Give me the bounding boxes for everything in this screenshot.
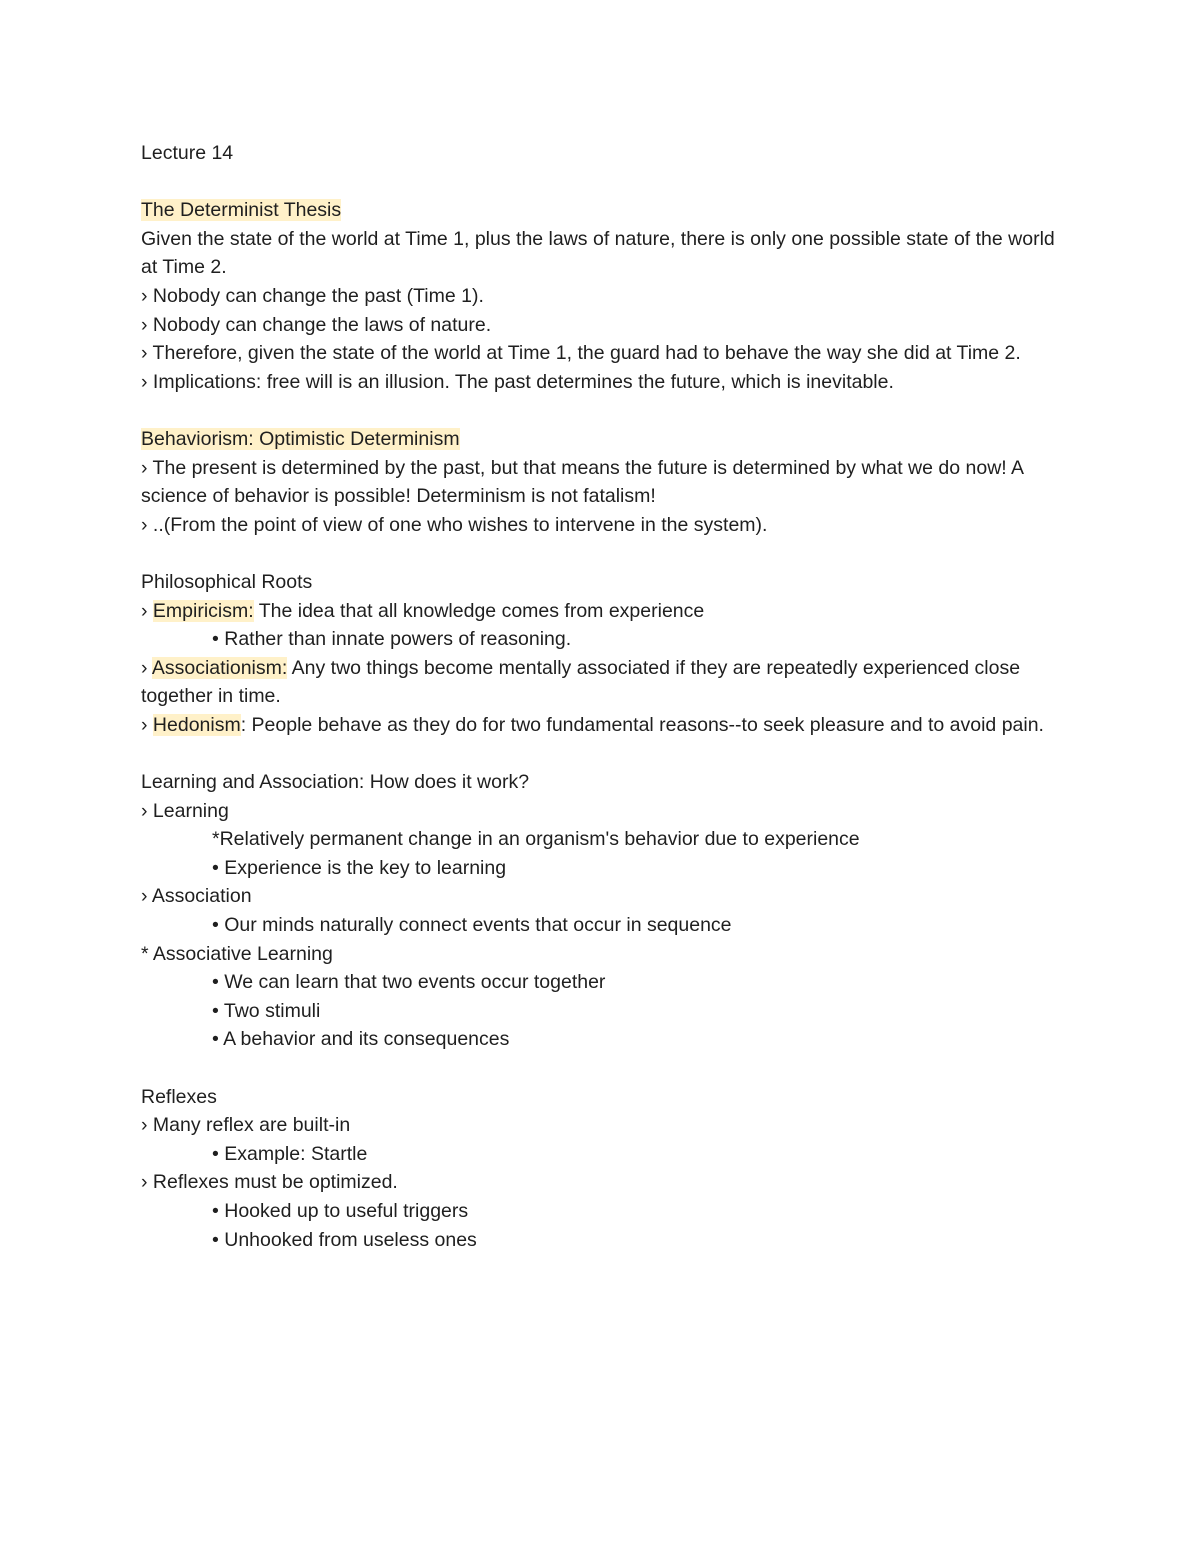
highlighted-term: Hedonism bbox=[152, 713, 241, 736]
bullet-marker: › bbox=[141, 656, 152, 679]
bullet-line: › Nobody can change the past (Time 1). bbox=[141, 284, 484, 307]
section-heading-determinist bbox=[141, 196, 1071, 225]
bullet-line: › The present is determined by the past, but that means the future is determined by what we do now! A science of behavior is possible! Determinism is not fatalism! bbox=[141, 456, 1023, 508]
bullet-line: * Associative Learning bbox=[141, 942, 333, 965]
bullet-marker: › bbox=[141, 599, 153, 622]
spacer bbox=[141, 1054, 1071, 1083]
bullet-line: › Learning bbox=[141, 799, 229, 822]
highlighted-heading: The Determinist Thesis bbox=[141, 199, 342, 222]
bullet-line: › Therefore, given the state of the world at Time 1, the guard had to behave the way she did at Time 2. bbox=[141, 342, 1021, 365]
sub-bullet-line: • Our minds naturally connect events that occur in sequence bbox=[212, 914, 732, 937]
bullet-line: › Many reflex are built-in bbox=[141, 1114, 351, 1137]
bullet-line: › ..(From the point of view of one who wishes to intervene in the system). bbox=[141, 513, 768, 536]
bullet-line: › Nobody can change the laws of nature. bbox=[141, 313, 492, 336]
spacer bbox=[141, 396, 1071, 425]
sub-bullet-line: • A behavior and its consequences bbox=[212, 1028, 510, 1051]
bullet-marker: › bbox=[141, 713, 153, 736]
section-heading-roots: Philosophical Roots bbox=[141, 570, 313, 593]
sub-bullet-line: • Rather than innate powers of reasoning. bbox=[212, 628, 572, 651]
term-definition: Any two things become mentally associated if they are repeatedly experienced close together in time. bbox=[141, 656, 1021, 708]
bullet-line: › Implications: free will is an illusion. The past determines the future, which is inevitable. bbox=[141, 370, 894, 393]
sub-bullet-line: • Two stimuli bbox=[212, 999, 321, 1022]
sub-bullet-line: • We can learn that two events occur together bbox=[212, 971, 606, 994]
section-heading-learning: Learning and Association: How does it work? bbox=[141, 771, 530, 794]
document-page bbox=[141, 139, 1071, 1254]
bullet-line: › Reflexes must be optimized. bbox=[141, 1171, 398, 1194]
sub-bullet-line: • Example: Startle bbox=[212, 1142, 368, 1165]
highlighted-term: Empiricism: bbox=[152, 599, 254, 622]
highlighted-term: Associationism: bbox=[151, 656, 288, 679]
bullet-line-hedonism bbox=[141, 711, 1071, 740]
term-definition: : People behave as they do for two fundamental reasons--to seek pleasure and to avoid pain. bbox=[240, 713, 1044, 736]
sub-bullet-line: *Relatively permanent change in an organism's behavior due to experience bbox=[212, 828, 860, 851]
bullet-line: › Association bbox=[141, 885, 252, 908]
paragraph-determinist-intro: Given the state of the world at Time 1, plus the laws of nature, there is only one possible state of the world at Time 2. bbox=[141, 227, 1055, 279]
spacer bbox=[141, 739, 1071, 768]
section-heading-reflexes: Reflexes bbox=[141, 1085, 217, 1108]
spacer bbox=[141, 168, 1071, 197]
sub-bullet-line: • Unhooked from useless ones bbox=[212, 1228, 477, 1251]
document-title: Lecture 14 bbox=[141, 142, 234, 164]
sub-bullet-line: • Experience is the key to learning bbox=[212, 856, 507, 879]
term-definition: The idea that all knowledge comes from experience bbox=[253, 599, 705, 622]
highlighted-heading: Behaviorism: Optimistic Determinism bbox=[141, 427, 460, 450]
spacer bbox=[141, 539, 1071, 568]
section-heading-behaviorism bbox=[141, 425, 1071, 454]
sub-bullet-line: • Hooked up to useful triggers bbox=[212, 1199, 469, 1222]
bullet-line-empiricism bbox=[141, 597, 1071, 626]
bullet-line-associationism bbox=[141, 654, 1071, 711]
